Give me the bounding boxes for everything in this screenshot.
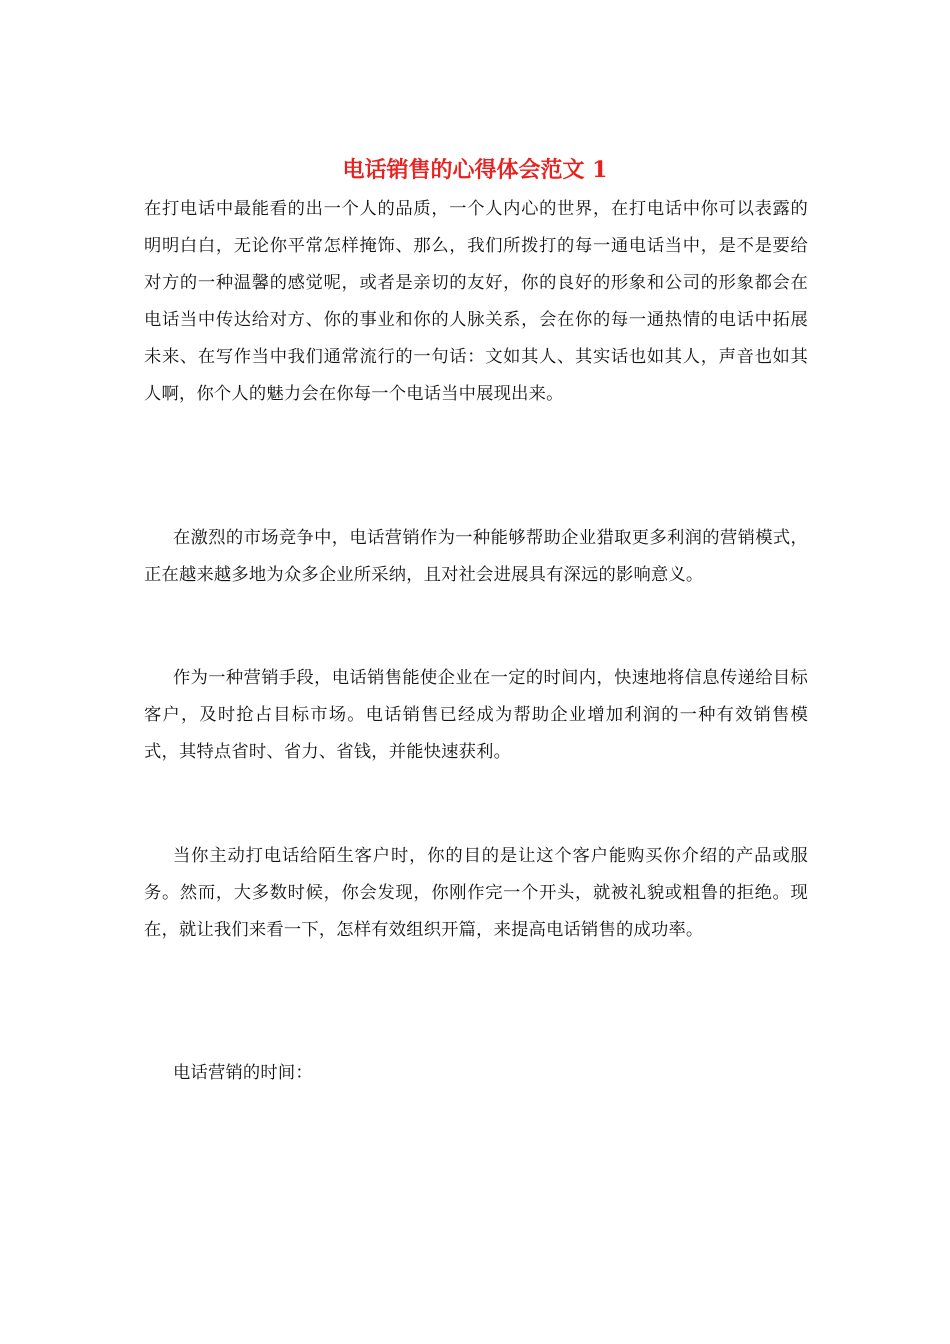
paragraph-2: 在激烈的市场竞争中，电话营销作为一种能够帮助企业猎取更多利润的营销模式，正在越来越多地为众多企业所采纳，且对社会进展具有深远的影响意义。 <box>144 528 808 585</box>
paragraph-4: 当你主动打电话给陌生客户时，你的目的是让这个客户能购买你介绍的产品或服务。然而，大多数时候，你会发现，你刚作完一个开头，就被礼貌或粗鲁的拒绝。现在，就让我们来看一下，怎样有效组织开篇，来提高电话销售的成功率。 <box>144 846 808 940</box>
document-title: 电话销售的心得体会范文 1 <box>342 157 608 183</box>
paragraph-5: 电话营销的时间： <box>173 1063 313 1083</box>
paragraph-3: 作为一种营销手段，电话销售能使企业在一定的时间内，快速地将信息传递给目标客户，及时抢占目标市场。电话销售已经成为帮助企业增加利润的一种有效销售模式，其特点省时、省力、省钱，并能快速获利。 <box>144 668 808 762</box>
paragraph-1: 在打电话中最能看的出一个人的品质，一个人内心的世界，在打电话中你可以表露的明明白白，无论你平常怎样掩饰、那么，我们所拨打的每一通电话当中，是不是要给对方的一种温馨的感觉呢，或者是亲切的友好，你的良好的形象和公司的形象都会在电话当中传达给对方、你的事业和你的人脉关系，会在你的每一通热情的电话中拓展未来、在写作当中我们通常流行的一句话：文如其人、其实话也如其人，声音也如其人啊，你个人的魅力会在你每一个电话当中展现出来。 <box>144 199 808 404</box>
